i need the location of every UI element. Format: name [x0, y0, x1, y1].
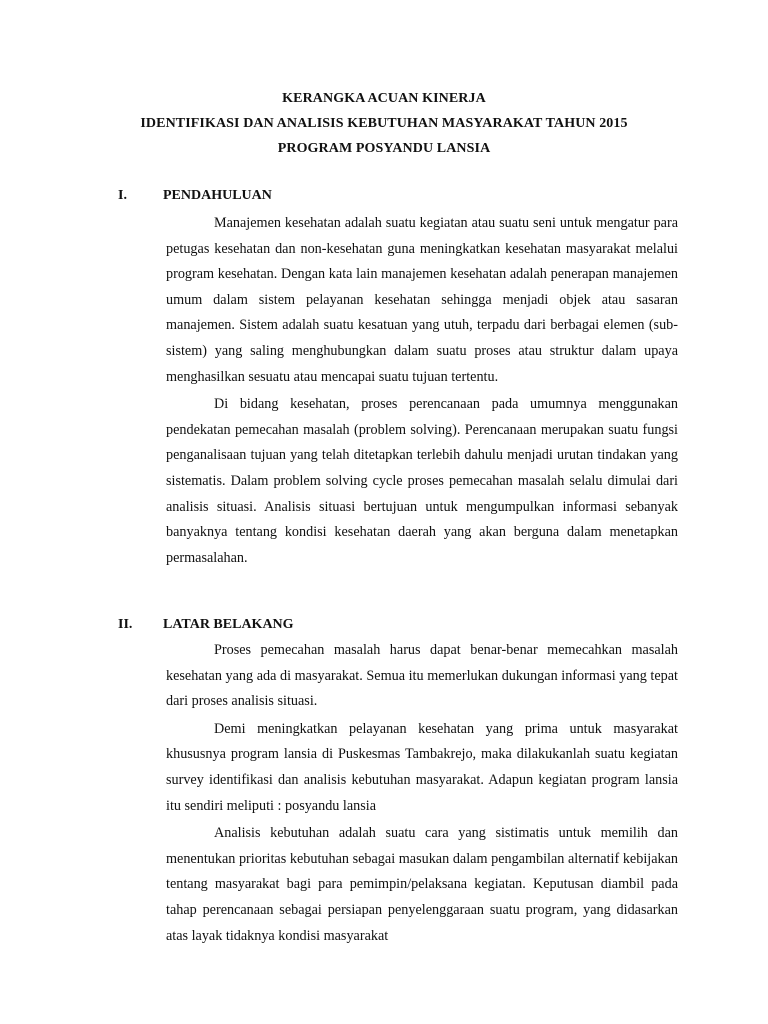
paragraph: Di bidang kesehatan, proses perencanaan pada umumnya menggunakan pendekatan pemecahan masalah (problem solving). Perencanaan merupakan suatu fungsi penganalisaan tujuan yang telah ditetapkan terlebih dahulu menjadi urutan tindakan yang sistematis. Dalam problem solving cycle proses pemecahan masalah selalu dimulai dari analisis situasi. Analisis situasi bertujuan untuk mengumpulkan informasi sebanyak banyaknya tentang kondisi kesehatan daerah yang akan berguna dalam menetapkan permasalahan. [166, 396, 678, 566]
paragraph: Proses pemecahan masalah harus dapat benar-benar memecahkan masalah kesehatan yang ada di masyarakat. Semua itu memerlukan dukungan informasi yang tepat dari proses analisis situasi. [166, 642, 678, 710]
paragraph: Manajemen kesehatan adalah suatu kegiatan atau suatu seni untuk mengatur para petugas kesehatan dan non-kesehatan guna meningkatkan kesehatan masyarakat melalui program kesehatan. Dengan kata lain manajemen kesehatan adalah penerapan manajemen umum dalam sistem pelayanan kesehatan sehingga menjadi objek atau sasaran manajemen. Sistem adalah suatu kesatuan yang utuh, terpadu dari berbagai elemen (sub-sistem) yang saling menghubungkan dalam suatu proses atau struktur dalam upaya menghasilkan sesuatu atau mencapai suatu tujuan tertentu. [166, 215, 678, 385]
section-number: I. [118, 188, 127, 203]
paragraph: Demi meningkatkan pelayanan kesehatan yang prima untuk masyarakat khususnya program lansia di Puskesmas Tambakrejo, maka dilakukanlah suatu kegiatan survey identifikasi dan analisis kebutuhan masyarakat. Adapun kegiatan program lansia itu sendiri meliputi : posyandu lansia [166, 720, 678, 814]
document-title [0, 86, 768, 161]
section-heading [118, 614, 678, 636]
paragraph: Analisis kebutuhan adalah suatu cara yang sistimatis untuk memilih dan menentukan prioritas kebutuhan sebagai masukan dalam pengambilan alternatif kebijakan tentang masyarakat bagi para pemimpin/pelaksana kegiatan. Keputusan diambil pada tahap perencanaan sebagai persiapan penyelenggaraan suatu program, yang didasarkan atas layak tidaknya kondisi masyarakat [166, 825, 678, 944]
title-line-3: PROGRAM POSYANDU LANSIA [277, 141, 491, 156]
section-pendahuluan [118, 185, 678, 571]
title-line-2: IDENTIFIKASI DAN ANALISIS KEBUTUHAN MASYARAKAT TAHUN 2015 [140, 116, 628, 131]
section-heading [118, 185, 678, 207]
section-title: LATAR BELAKANG [163, 617, 294, 632]
title-line-1: KERANGKA ACUAN KINERJA [282, 91, 486, 106]
section-number: II. [118, 617, 133, 632]
section-title: PENDAHULUAN [163, 188, 272, 203]
section-latar-belakang [118, 614, 678, 949]
